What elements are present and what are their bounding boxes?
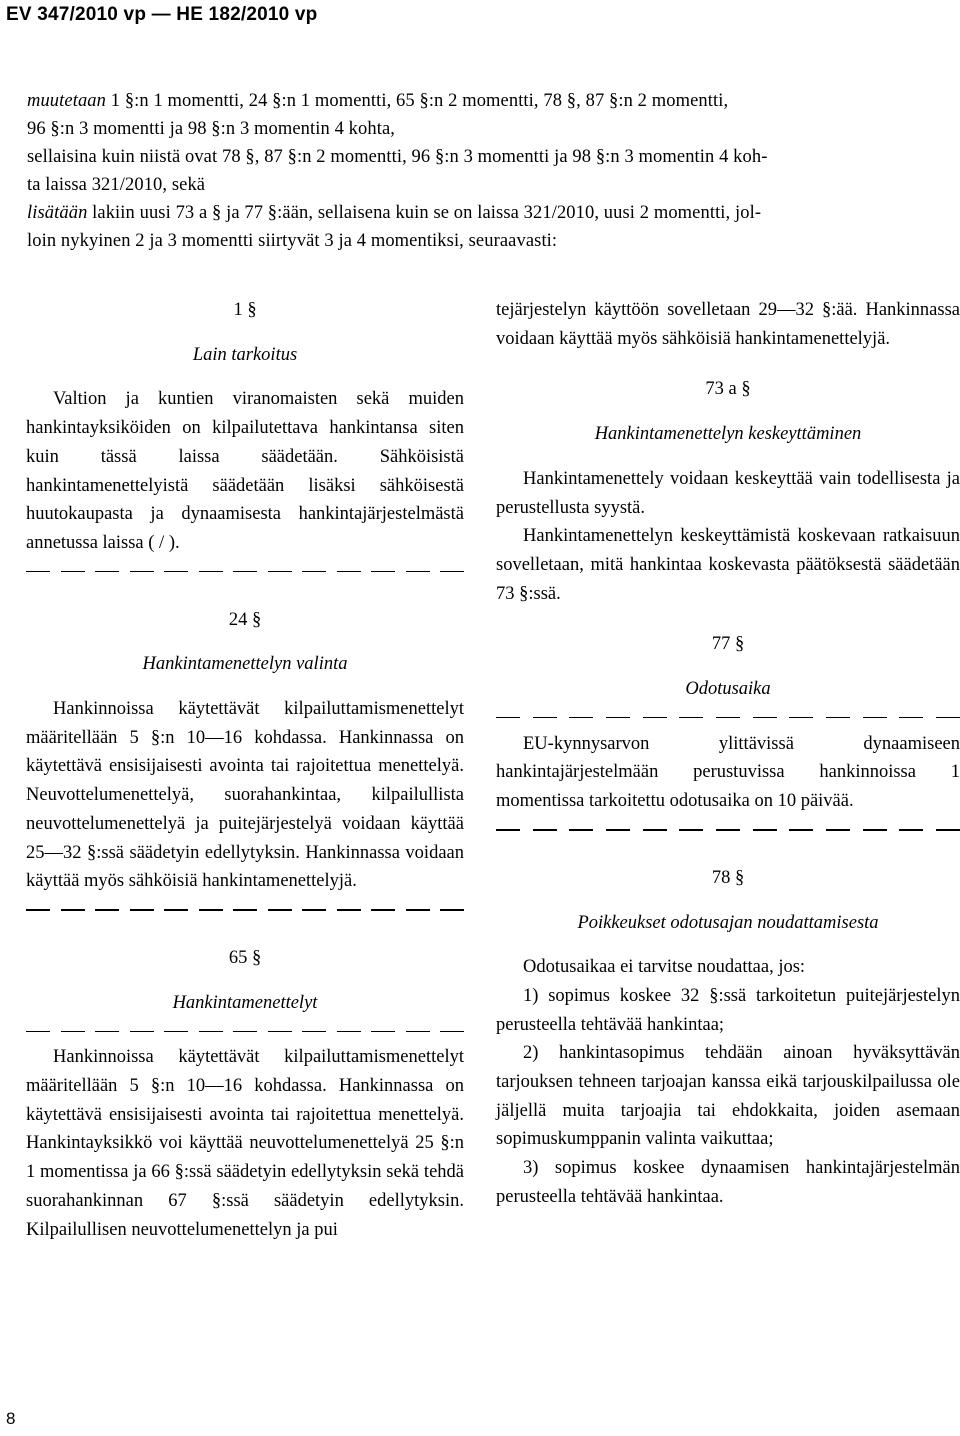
intro-line: ta laissa 321/2010, sekä [27,175,206,195]
left-column [26,296,464,1244]
section-number: 78 § [711,867,745,888]
omission-dashes [496,822,960,838]
section-text: Valtion ja kuntien viranomaisten sekä muiden hankintayksiköiden on kilpailutettava hankintansa siten kuin tässä laissa säädetään. Sähköisistä hankintamenettelyistä säädetään lisäksi sähköisestä huutokaupasta ja dynaamisesta hankintajärjestelmästä annetussa laissa ( / ). [26,389,464,553]
intro-line: loin nykyinen 2 ja 3 momentti siirtyvät 3 ja 4 momentiksi, seuraavasti: [27,231,558,251]
section-number: 77 § [711,634,745,655]
section-text: Odotusaikaa ei tarvitse noudattaa, jos: [523,957,806,978]
section-title: Hankintamenettelyt [172,992,318,1013]
omission-dashes [496,710,960,726]
section-text: tejärjestelyn käyttöön sovelletaan 29—32 §:ää. Hankinnassa voidaan käyttää myös sähköisiä hankintamenettelyjä. [496,300,960,349]
section-text: Hankinnoissa käytettävät kilpailuttamismenettelyt määritellään 5 §:n 10—16 kohdassa. Hankinnassa on käytettävä ensisijaisesti avointa tai rajoitettua menettelyä. Neuvottelumenettelyä, suorahankintaa, kilpailullista neuvottelumenettelyä ja puitejärjestelyä voidaan käyttää 25—32 §:ssä säädetyin edellytyksin. Hankinnassa voidaan käyttää myös sähköisiä hankintamenettelyjä. [26,699,464,892]
section-text: Hankintamenettelyn keskeyttämistä koskevaan ratkaisuun sovelletaan, mitä hankintaa koskevasta päätöksestä säädetään 73 §:ssä. [496,526,960,604]
section-number: 24 § [228,609,262,630]
intro-line [27,199,955,227]
section-text: EU-kynnysarvon ylittävissä dynaamiseen hankintajärjestelmään perustuvissa hankinnoissa 1 momentissa tarkoitettu odotusaika on 10 päivää. [496,733,960,812]
omission-dashes [26,564,464,580]
page-number: 8 [6,1409,16,1428]
intro-keyword: muutetaan [27,91,107,111]
section-title: Odotusaika [685,679,771,700]
section-title: Hankintamenettelyn valinta [142,654,348,675]
intro-text: 1 §:n 1 momentti, 24 §:n 1 momentti, 65 §:n 2 momentti, 78 §, 87 §:n 2 momentti, [106,91,729,111]
list-item: 3) sopimus koskee dynaamisen hankintajärjestelmän perusteella tehtävää hankintaa. [496,1158,960,1207]
intro-line: 96 §:n 3 momentti ja 98 §:n 3 momentin 4 kohta, [27,119,395,139]
section-text: Hankinnoissa käytettävät kilpailuttamismenettelyt määritellään 5 §:n 10—16 kohdassa. Hankinnassa on käytettävä ensisijaisesti avointa tai rajoitettua menettelyä. Hankintayksikkö voi käyttää neuvottelumenettelyä 25 §:n 1 momentissa ja 66 §:ssä säädetyin edellytyksin sekä tehdä suorahankinnan 67 §:ssä säädetyin edellytyksin. Kilpailullisen neuvottelumenettelyn ja pui [26,1047,464,1240]
list-item: 2) hankintasopimus tehdään ainoan hyväksyttävän tarjouksen tehneen tarjoajan kanssa eikä tarjouskilpailussa ole jäljellä muita tarjoajia tai ehdokkaita, joiden asemaan sopimuskumppanin valinta vaikuttaa; [496,1043,960,1150]
section-title: Hankintamenettelyn keskeyttäminen [594,424,862,445]
intro-line [27,87,955,115]
section-number: 65 § [228,947,262,968]
amendment-intro [27,87,955,255]
section-number: 1 § [233,300,257,320]
intro-text: lakiin uusi 73 a § ja 77 §:ään, sellaisena kuin se on laissa 321/2010, uusi 2 momentti, jol- [87,203,762,223]
right-column [496,296,960,1212]
section-text: Hankintamenettely voidaan keskeyttää vain todellisesta ja perustellusta syystä. [496,468,960,518]
omission-dashes [26,902,464,918]
intro-line: sellaisina kuin niistä ovat 78 §, 87 §:n 2 momentti, 96 §:n 3 momentti ja 98 §:n 3 momentin 4 koh- [27,147,768,167]
section-number: 73 a § [705,379,751,400]
omission-dashes [26,1023,464,1039]
section-title: Poikkeukset odotusajan noudattamisesta [577,912,879,933]
list-item: 1) sopimus koskee 32 §:ssä tarkoitetun puitejärjestelyn perusteella tehtävää hankintaa; [496,985,960,1035]
intro-keyword: lisätään [27,203,88,223]
section-title: Lain tarkoitus [192,344,298,365]
page-header: EV 347/2010 vp — HE 182/2010 vp [6,4,318,25]
